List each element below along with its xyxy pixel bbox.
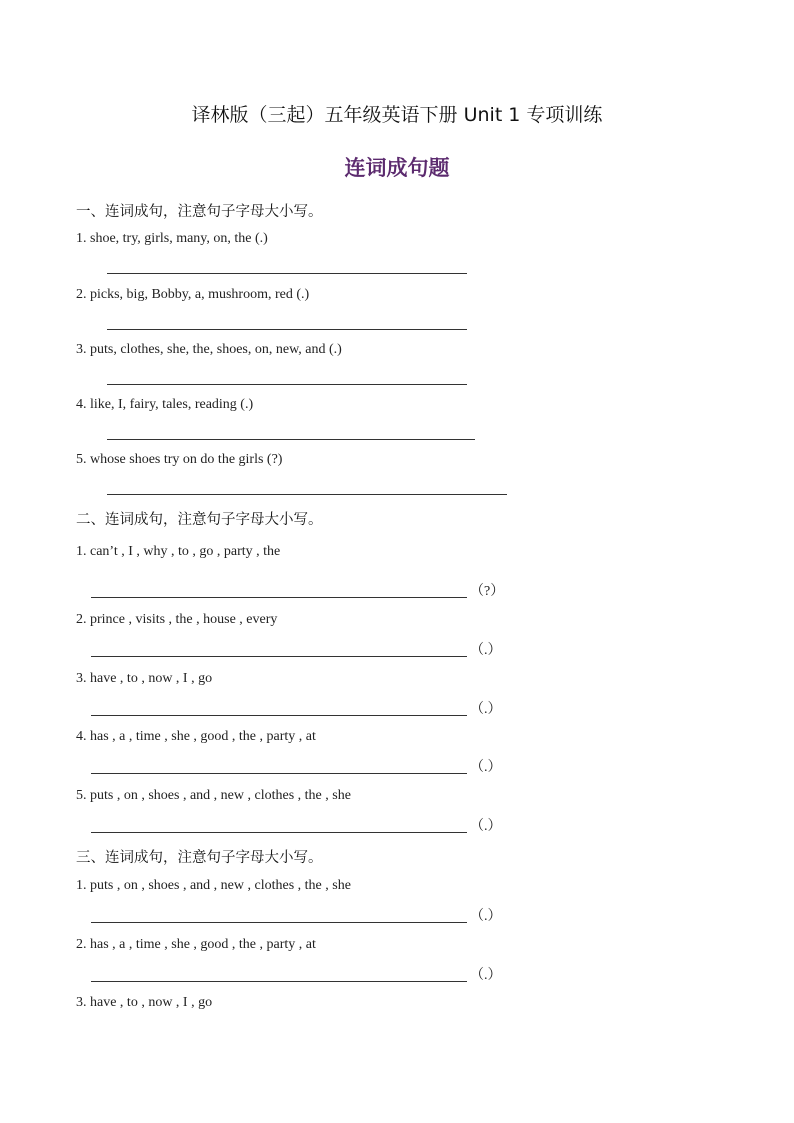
- section-1-item-3: 3. puts, clothes, she, the, shoes, on, new, and (.): [76, 342, 342, 357]
- section-2-item-1: 1. can’t , I , why , to , go , party , the: [76, 544, 281, 559]
- punctuation-mark: （.）: [470, 702, 502, 717]
- punctuation-mark: （.）: [470, 909, 502, 924]
- answer-line[interactable]: [107, 439, 475, 440]
- section-1-item-1: 1. shoe, try, girls, many, on, the (.): [76, 231, 268, 246]
- answer-line[interactable]: [91, 715, 467, 716]
- answer-line[interactable]: [91, 597, 467, 598]
- section-1-item-2: 2. picks, big, Bobby, a, mushroom, red (.): [76, 287, 310, 302]
- punctuation-mark: （.）: [470, 643, 502, 658]
- section-2-item-4: 4. has , a , time , she , good , the , party , at: [76, 729, 316, 744]
- answer-line[interactable]: [91, 656, 467, 657]
- section-1-heading: 一、连词成句，注意句子字母大小写。: [76, 204, 323, 220]
- answer-line[interactable]: [91, 981, 467, 982]
- punctuation-mark: （.）: [470, 760, 502, 775]
- section-3-item-2: 2. has , a , time , she , good , the , party , at: [76, 937, 316, 952]
- section-1-item-5: 5. whose shoes try on do the girls (?): [76, 452, 283, 467]
- answer-line[interactable]: [91, 832, 467, 833]
- answer-line[interactable]: [107, 494, 507, 495]
- section-3-heading: 三、连词成句，注意句子字母大小写。: [76, 850, 323, 866]
- answer-line[interactable]: [107, 273, 467, 274]
- punctuation-mark: （?）: [470, 584, 505, 599]
- punctuation-mark: （.）: [470, 819, 502, 834]
- answer-line[interactable]: [107, 384, 467, 385]
- section-3-item-3: 3. have , to , now , I , go: [76, 995, 213, 1010]
- section-2-heading: 二、连词成句，注意句子字母大小写。: [76, 512, 323, 528]
- worksheet-subtitle: 连词成句题: [344, 156, 450, 180]
- answer-line[interactable]: [91, 773, 467, 774]
- answer-line[interactable]: [107, 329, 467, 330]
- section-1-item-4: 4. like, I, fairy, tales, reading (.): [76, 397, 254, 412]
- page-title: 译林版（三起）五年级英语下册 Unit 1 专项训练: [191, 104, 603, 126]
- answer-line[interactable]: [91, 922, 467, 923]
- section-2-item-3: 3. have , to , now , I , go: [76, 671, 213, 686]
- punctuation-mark: （.）: [470, 968, 502, 983]
- section-3-item-1: 1. puts , on , shoes , and , new , clothes , the , she: [76, 878, 351, 893]
- section-2-item-5: 5. puts , on , shoes , and , new , clothes , the , she: [76, 788, 351, 803]
- section-2-item-2: 2. prince , visits , the , house , every: [76, 612, 278, 627]
